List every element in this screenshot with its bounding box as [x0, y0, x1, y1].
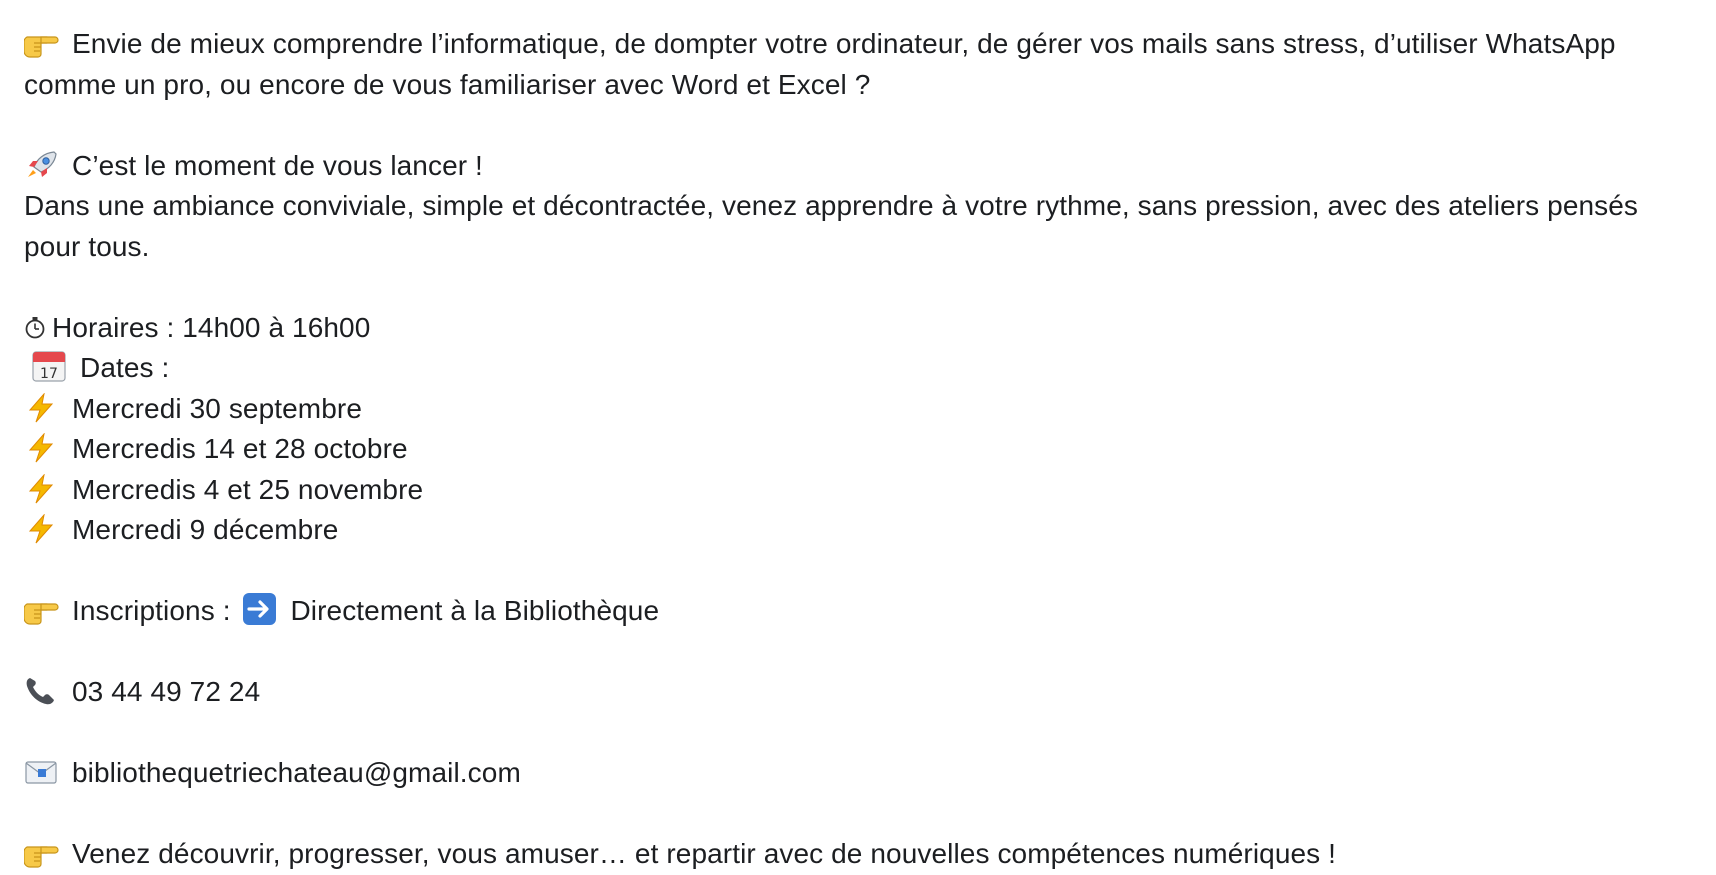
backhand-index-pointing-right-icon [24, 28, 60, 58]
calendar-icon [32, 352, 68, 382]
backhand-index-pointing-right-icon [24, 838, 60, 868]
dates-label: Dates : [80, 352, 170, 383]
spacer [24, 794, 1694, 835]
registration-line [24, 591, 1694, 632]
high-voltage-icon [24, 393, 60, 423]
hours-text: Horaires : 14h00 à 16h00 [52, 311, 371, 343]
closing-text: Venez découvrir, progresser, vous amuser… et repartir avec de nouvelles compétences numériques ! [72, 838, 1337, 869]
incoming-envelope-icon [24, 757, 60, 787]
calendar-day-text: 17 [39, 366, 59, 382]
date-item [24, 470, 1694, 511]
email-link[interactable]: bibliothequetriechateau@gmail.com [72, 757, 521, 788]
spacer [24, 551, 1694, 592]
launch-headline-line [24, 146, 1694, 187]
post-body [24, 24, 1694, 875]
date-item-text: Mercredi 30 septembre [72, 392, 363, 424]
phone-line [24, 672, 1694, 713]
registration-text: Directement à la Bibliothèque [290, 595, 660, 626]
intro-paragraph [24, 24, 1694, 105]
launch-body: Dans une ambiance conviviale, simple et décontractée, venez apprendre à votre rythme, sans pression, avec des ateliers pensés pour tous. [24, 190, 1639, 262]
phone-link[interactable]: 03 44 49 72 24 [72, 676, 261, 707]
stopwatch-icon [24, 312, 46, 342]
date-item [24, 389, 1694, 430]
closing-line [24, 834, 1694, 875]
date-item-text: Mercredis 4 et 25 novembre [72, 473, 424, 505]
hours-line [24, 308, 1694, 349]
registration-label: Inscriptions : [72, 595, 231, 626]
spacer [24, 267, 1694, 308]
date-item [24, 429, 1694, 470]
date-item-text: Mercredi 9 décembre [72, 514, 339, 545]
high-voltage-icon [24, 474, 60, 504]
right-arrow-icon [242, 595, 278, 625]
email-line [24, 753, 1694, 794]
backhand-index-pointing-right-icon [24, 595, 60, 625]
telephone-receiver-icon [24, 676, 60, 706]
date-item [24, 510, 1694, 551]
launch-headline: C’est le moment de vous lancer ! [72, 149, 483, 181]
dates-label-line [24, 348, 1694, 389]
rocket-icon [24, 150, 60, 180]
spacer [24, 105, 1694, 146]
intro-text: Envie de mieux comprendre l’informatique, de dompter votre ordinateur, de gérer vos mails sans stress, d’utiliser WhatsApp comme un pro, ou encore de vous familiariser avec Word et Excel ? [24, 28, 1616, 100]
high-voltage-icon [24, 514, 60, 544]
date-item-text: Mercredis 14 et 28 octobre [72, 433, 408, 464]
spacer [24, 632, 1694, 673]
spacer [24, 713, 1694, 754]
high-voltage-icon [24, 433, 60, 463]
